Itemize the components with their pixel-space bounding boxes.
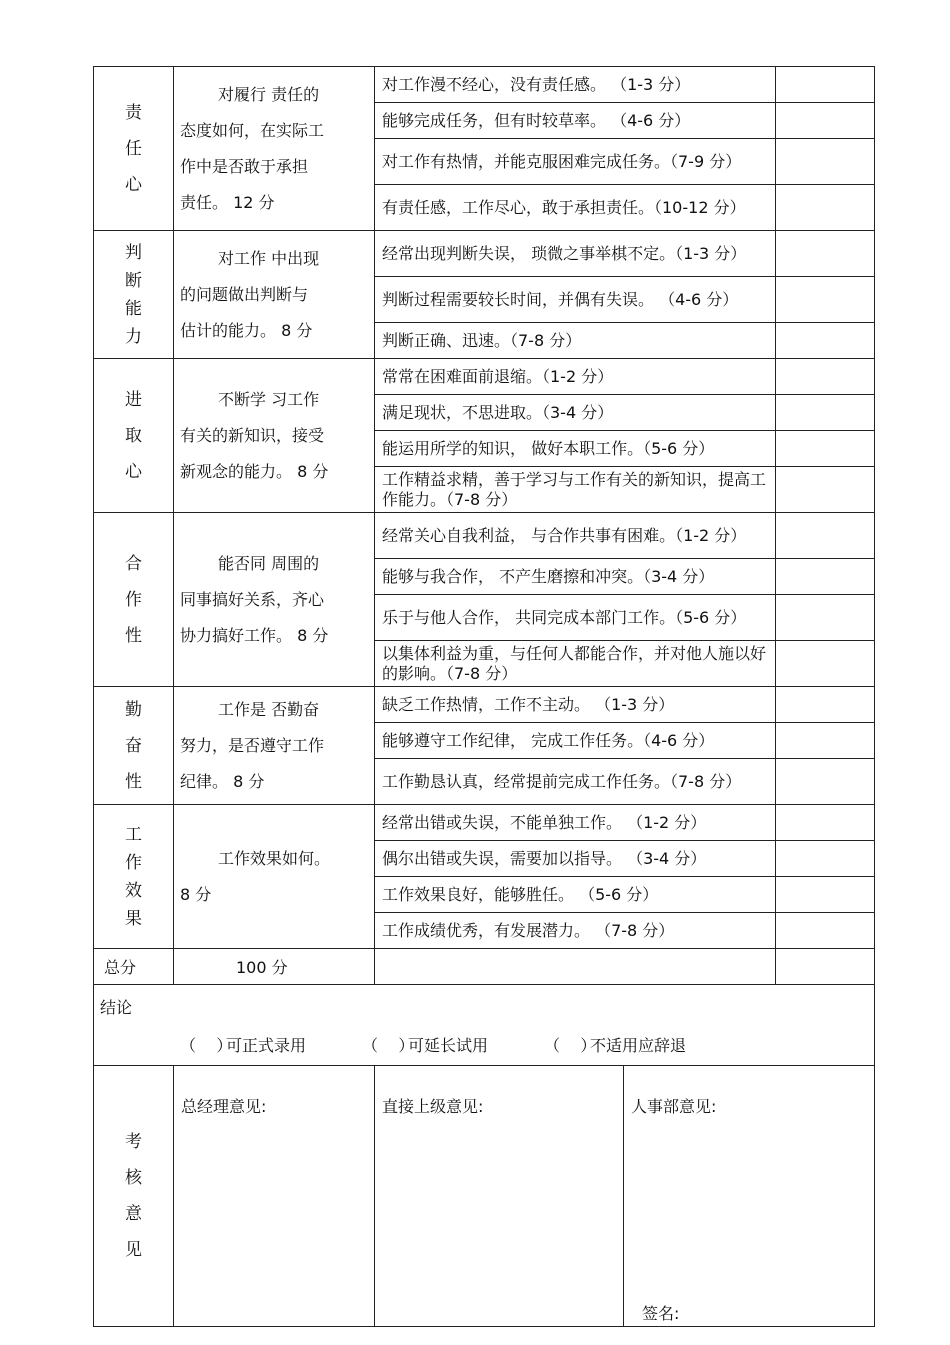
score-cell[interactable] <box>776 67 875 103</box>
hr-opinion-cell[interactable] <box>624 1066 875 1327</box>
criteria-text: 满足现状，不思进取。（3-4 分） <box>375 395 776 431</box>
criterion-description <box>174 687 375 805</box>
criteria-text: 经常出错或失误，不能单独工作。 （1-2 分） <box>375 805 776 841</box>
checkbox-parens[interactable]: （ ） <box>544 1036 597 1055</box>
checkbox-parens[interactable]: （ ） <box>180 1036 233 1055</box>
category-char: 断 <box>125 270 142 291</box>
criteria-text: 工作成绩优秀，有发展潜力。 （7-8 分） <box>375 913 776 949</box>
description-line <box>180 382 368 418</box>
description-line <box>180 582 368 618</box>
description-line <box>180 841 368 877</box>
category-char: 取 <box>125 425 142 446</box>
category-char: 能 <box>125 298 142 319</box>
score-cell[interactable] <box>776 513 875 559</box>
description-text: 工作效果如何。 <box>218 848 331 868</box>
signature-label: 签名: <box>642 1304 680 1323</box>
total-label: 总分 <box>94 949 174 985</box>
category-char: 作 <box>125 589 142 610</box>
criteria-row <box>94 805 875 841</box>
criteria-text: 对工作有热情，并能克服困难完成任务。（7-9 分） <box>375 139 776 185</box>
category-char: 性 <box>125 625 142 646</box>
criterion-description <box>174 513 375 687</box>
criteria-row <box>94 687 875 723</box>
conclusion-option-label: 可延长试用 <box>408 1036 489 1055</box>
description-text: 对工作 中出现 <box>218 248 320 268</box>
description-line <box>180 877 368 913</box>
conclusion-row <box>94 985 875 1066</box>
description-line <box>180 277 368 313</box>
category-char: 作 <box>125 852 142 873</box>
description-text: 有关的新知识，接受 <box>180 425 325 445</box>
opinions-label-char: 考 <box>125 1132 142 1152</box>
criteria-text: 判断过程需要较长时间，并偶有失误。 （4-6 分） <box>375 277 776 323</box>
description-text: 的问题做出判断与 <box>180 284 309 304</box>
criteria-text: 对工作漫不经心，没有责任感。 （1-3 分） <box>375 67 776 103</box>
score-cell[interactable] <box>776 185 875 231</box>
category-char: 合 <box>125 553 142 574</box>
category-char: 效 <box>125 880 142 901</box>
category-char: 心 <box>125 174 142 195</box>
description-line <box>180 692 368 728</box>
criteria-row <box>94 359 875 395</box>
gm-opinion-cell[interactable] <box>174 1066 375 1327</box>
opinions-row <box>94 1066 875 1327</box>
total-criteria-cell <box>375 949 776 985</box>
score-cell[interactable] <box>776 559 875 595</box>
category-char: 任 <box>125 138 142 159</box>
supervisor-opinion-label: 直接上级意见: <box>382 1097 484 1116</box>
description-line <box>180 313 368 349</box>
criteria-text: 工作勤恳认真，经常提前完成工作任务。（7-8 分） <box>375 759 776 805</box>
category-label <box>94 805 174 949</box>
criterion-description <box>174 67 375 231</box>
score-cell[interactable] <box>776 139 875 185</box>
category-label <box>94 231 174 359</box>
conclusion-cell <box>94 985 875 1066</box>
category-char: 责 <box>125 102 142 123</box>
criteria-text: 缺乏工作热情，工作不主动。 （1-3 分） <box>375 687 776 723</box>
criteria-text: 能够遵守工作纪律， 完成工作任务。（4-6 分） <box>375 723 776 759</box>
description-text: 协力搞好工作。 8 分 <box>180 625 329 645</box>
category-char: 奋 <box>125 735 142 756</box>
total-row <box>94 949 875 985</box>
conclusion-options <box>180 1033 742 1056</box>
total-value: 100 分 <box>174 949 375 985</box>
description-text: 责任。 12 分 <box>180 192 275 212</box>
category-char: 判 <box>125 242 142 263</box>
score-cell[interactable] <box>776 805 875 841</box>
criteria-text: 能运用所学的知识， 做好本职工作。（5-6 分） <box>375 431 776 467</box>
criteria-row <box>94 67 875 103</box>
score-cell[interactable] <box>776 431 875 467</box>
category-char: 进 <box>125 389 142 410</box>
score-cell[interactable] <box>776 841 875 877</box>
category-char: 心 <box>125 461 142 482</box>
description-line <box>180 113 368 149</box>
score-cell[interactable] <box>776 323 875 359</box>
score-cell[interactable] <box>776 759 875 805</box>
criteria-text: 工作效果良好，能够胜任。 （5-6 分） <box>375 877 776 913</box>
score-cell[interactable] <box>776 877 875 913</box>
conclusion-option-label: 可正式录用 <box>226 1036 307 1055</box>
description-text: 8 分 <box>180 884 212 904</box>
description-text: 能否同 周围的 <box>218 553 320 573</box>
description-line <box>180 728 368 764</box>
gm-opinion-label: 总经理意见: <box>181 1097 267 1116</box>
description-line <box>180 185 368 221</box>
description-text: 新观念的能力。 8 分 <box>180 461 329 481</box>
description-text: 工作是 否勤奋 <box>218 699 320 719</box>
criteria-text: 常常在困难面前退缩。（1-2 分） <box>375 359 776 395</box>
description-line <box>180 454 368 490</box>
score-cell[interactable] <box>776 723 875 759</box>
description-text: 对履行 责任的 <box>218 84 320 104</box>
criteria-text: 经常关心自我利益， 与合作共事有困难。（1-2 分） <box>375 513 776 559</box>
hr-opinion-label: 人事部意见: <box>631 1097 717 1116</box>
criterion-description <box>174 805 375 949</box>
description-text: 作中是否敢于承担 <box>180 156 309 176</box>
criteria-text: 有责任感，工作尽心，敢于承担责任。（10-12 分） <box>375 185 776 231</box>
opinions-label <box>94 1066 174 1327</box>
description-text: 不断学 习工作 <box>218 389 320 409</box>
category-char: 勤 <box>125 699 142 720</box>
opinions-label-char: 意 <box>125 1204 142 1224</box>
criteria-text: 工作精益求精，善于学习与工作有关的新知识，提高工作能力。（7-8 分） <box>375 467 776 513</box>
description-line <box>180 77 368 113</box>
criteria-row <box>94 513 875 559</box>
description-text: 同事搞好关系，齐心 <box>180 589 325 609</box>
score-cell[interactable] <box>776 641 875 687</box>
criteria-text: 判断正确、迅速。（7-8 分） <box>375 323 776 359</box>
score-cell[interactable] <box>776 277 875 323</box>
score-cell[interactable] <box>776 467 875 513</box>
description-line <box>180 241 368 277</box>
description-line <box>180 149 368 185</box>
category-char: 性 <box>125 771 142 792</box>
criterion-description <box>174 231 375 359</box>
category-char: 力 <box>125 326 142 347</box>
conclusion-label: 结论 <box>100 998 133 1017</box>
opinions-label-char: 见 <box>125 1240 142 1260</box>
supervisor-opinion-cell[interactable] <box>375 1066 624 1327</box>
score-cell[interactable] <box>776 687 875 723</box>
category-label <box>94 67 174 231</box>
description-line <box>180 618 368 654</box>
criteria-text: 能够完成任务，但有时较草率。 （4-6 分） <box>375 103 776 139</box>
category-label <box>94 513 174 687</box>
criteria-text: 以集体利益为重，与任何人都能合作，并对他人施以好的影响。（7-8 分） <box>375 641 776 687</box>
criteria-text: 能够与我合作， 不产生磨擦和冲突。（3-4 分） <box>375 559 776 595</box>
total-score-cell[interactable] <box>776 949 875 985</box>
description-line <box>180 764 368 800</box>
description-line <box>180 546 368 582</box>
criteria-text: 经常出现判断失误， 琐微之事举棋不定。（1-3 分） <box>375 231 776 277</box>
opinions-label-char: 核 <box>125 1168 142 1188</box>
description-text: 估计的能力。 8 分 <box>180 320 313 340</box>
category-label <box>94 687 174 805</box>
criteria-row <box>94 231 875 277</box>
description-line <box>180 418 368 454</box>
description-text: 努力，是否遵守工作 <box>180 735 325 755</box>
score-cell[interactable] <box>776 231 875 277</box>
category-char: 工 <box>125 824 142 845</box>
conclusion-option-label: 不适用应辞退 <box>590 1036 687 1055</box>
score-cell[interactable] <box>776 913 875 949</box>
checkbox-parens[interactable]: （ ） <box>362 1036 415 1055</box>
criterion-description <box>174 359 375 513</box>
conclusion-option[interactable] <box>180 1033 306 1056</box>
score-cell[interactable] <box>776 103 875 139</box>
category-char: 果 <box>125 908 142 929</box>
evaluation-table <box>93 66 875 1327</box>
criteria-text: 乐于与他人合作， 共同完成本部门工作。（5-6 分） <box>375 595 776 641</box>
description-text: 态度如何，在实际工 <box>180 120 325 140</box>
description-text: 纪律。 8 分 <box>180 771 265 791</box>
conclusion-option[interactable] <box>544 1033 686 1056</box>
category-label <box>94 359 174 513</box>
score-cell[interactable] <box>776 359 875 395</box>
conclusion-option[interactable] <box>362 1033 488 1056</box>
score-cell[interactable] <box>776 395 875 431</box>
criteria-text: 偶尔出错或失误，需要加以指导。 （3-4 分） <box>375 841 776 877</box>
evaluation-form <box>93 66 874 1323</box>
score-cell[interactable] <box>776 595 875 641</box>
